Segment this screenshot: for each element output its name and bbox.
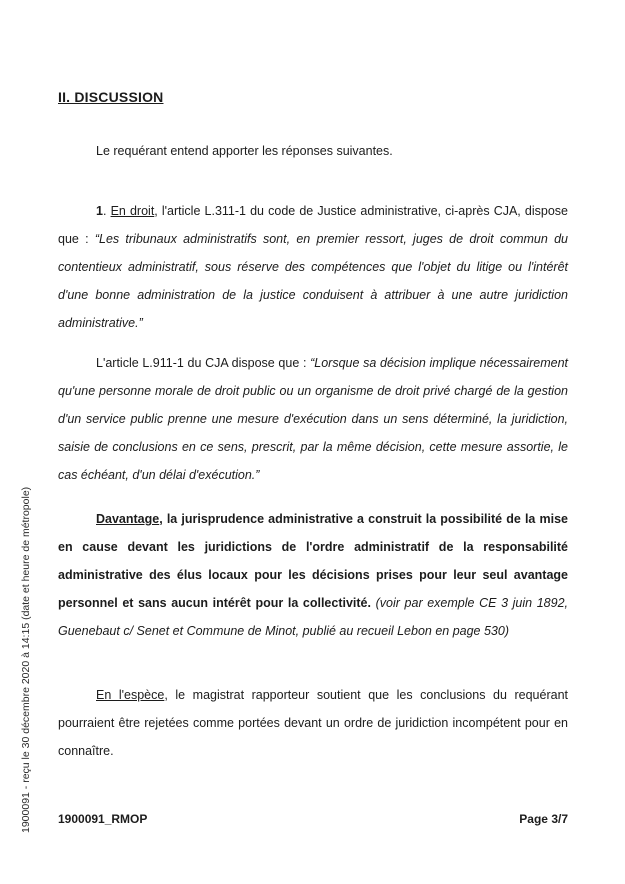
text-run: (voir par exemple CE 3 juin 1892, Guenebaut c/ Senet et Commune de Minot, publié au recueil Lebon en page 530): [58, 596, 569, 638]
text-run: , la jurisprudence administrative a construit la possibilité de la mise en cause devant les juridictions de l'ordre administratif de la responsabilité administrative des élus locaux pour les décisions prises pour leur seul avantage personnel et sans aucun intérêt pour la collectivité.: [58, 512, 568, 610]
text-run: “Les tribunaux administratifs sont, en premier ressort, juges de droit commun du contentieux administratif, sous réserve des compétences que l'objet du litige ou l'intérêt d'une bonne administration de la justice conduisent à attribuer à une autre juridiction administrative.”: [58, 232, 568, 330]
paragraph-article-l911: [58, 349, 568, 489]
text-run: Davantage: [96, 512, 160, 526]
document-body: [58, 88, 568, 765]
text-run: “Lorsque sa décision implique nécessairement qu'une personne morale de droit public ou un organisme de droit privé chargé de la gestion d'un service public prenne une mesure d'exécution dans un sens déterminé, la juridiction, saisie de conclusions en ce sens, prescrit, par la même décision, cette mesure assortie, le cas échéant, d'un délai d'exécution.”: [58, 356, 568, 482]
text-run: En l'espèce: [96, 688, 165, 702]
footer-page-number: Page 3/7: [519, 812, 568, 826]
paragraph-en-droit: [58, 197, 568, 337]
footer-document-ref: 1900091_RMOP: [58, 812, 148, 826]
text-run: L'article L.911-1 du CJA dispose que :: [96, 356, 311, 370]
page-footer: [58, 812, 568, 826]
text-run: , le magistrat rapporteur soutient que les conclusions du requérant pourraient être rejetées comme portées devant un ordre de juridiction incompétent pour en connaître.: [58, 688, 568, 758]
paragraph-davantage: [58, 505, 568, 645]
text-run: 1: [96, 204, 103, 218]
text-run: , l'article L.311-1 du code de Justice administrative, ci-après CJA, dispose que :: [58, 204, 568, 246]
text-run: En droit: [110, 204, 155, 218]
intro-paragraph: Le requérant entend apporter les réponses suivantes.: [96, 144, 393, 158]
paragraph-en-espece: [58, 681, 568, 765]
fax-receipt-stamp-vertical: 1900091 - reçu le 30 décembre 2020 à 14:15 (date et heure de métropole): [20, 486, 32, 833]
section-title: II. DISCUSSION: [58, 89, 164, 105]
text-run: .: [102, 204, 111, 218]
